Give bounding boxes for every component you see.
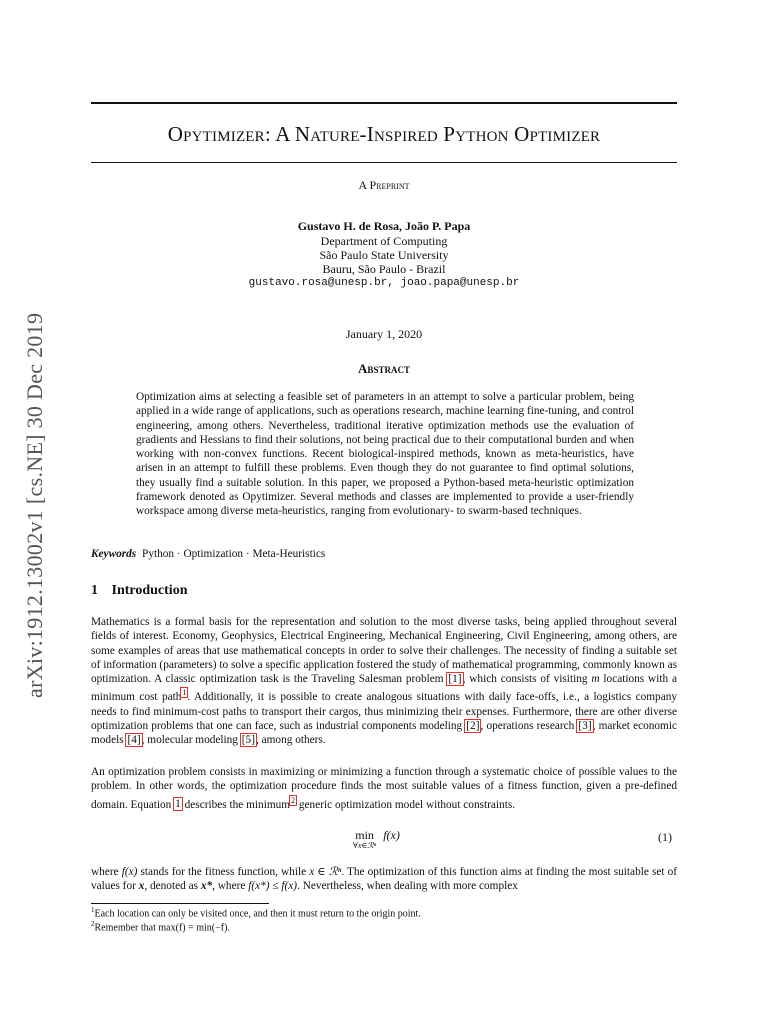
citation-5[interactable]: [5] bbox=[241, 734, 255, 747]
preprint-label: A Preprint bbox=[358, 178, 410, 192]
equation-subscript: ∀x∈ℛⁿ bbox=[353, 841, 377, 850]
footnote-mark: 2 bbox=[91, 920, 95, 928]
arxiv-identifier: arXiv:1912.13002v1 [cs.NE] 30 Dec 2019 bbox=[22, 312, 47, 698]
footnote-2 bbox=[91, 920, 230, 933]
abstract-heading: Abstract bbox=[358, 361, 410, 376]
citation-1[interactable]: [1] bbox=[448, 673, 462, 686]
citation-4[interactable]: [4] bbox=[127, 734, 141, 747]
math-inequality: f(x*) ≤ f(x) bbox=[248, 880, 298, 893]
keywords-list: Python · Optimization · Meta-Heuristics bbox=[142, 548, 326, 560]
title-top-rule bbox=[91, 102, 677, 104]
text-run: . Additionally, it is possible to create analogous situations with daily face-offs, i.e., a logistics company needs to find minimum-cost paths to transport their cargos, thus minimizing their expenses. Furthermore, there are other diverse optimization problems that one can face, such as industrial components modeling bbox=[91, 691, 678, 732]
equation-ref[interactable]: 1 bbox=[175, 798, 181, 811]
author-emails[interactable]: gustavo.rosa@unesp.br, joao.papa@unesp.br bbox=[248, 277, 520, 289]
intro-paragraph-1 bbox=[91, 615, 677, 747]
equation-min: min bbox=[355, 828, 374, 842]
section-number: 1 bbox=[91, 583, 98, 598]
footnote-rule bbox=[91, 903, 269, 904]
affiliation-department: Department of Computing bbox=[320, 234, 448, 248]
equation-1 bbox=[353, 828, 400, 850]
text-run: , which consists of visiting bbox=[462, 673, 592, 686]
text-run: , denoted as bbox=[144, 880, 201, 893]
text-run: An optimization problem consists in maximizing or minimizing a function through a systematic choice of possible values to the problem. In other words, the optimization procedure finds the most suitable values of a fitness function, given a pre-defined domain. Equation bbox=[91, 766, 677, 811]
text-run: describes the minimum bbox=[181, 798, 291, 811]
equation-body: f(x) bbox=[383, 828, 400, 842]
text-run: , molecular modeling bbox=[141, 734, 241, 747]
footnote-ref-2[interactable]: 2 bbox=[291, 795, 296, 805]
text-run: , operations research bbox=[480, 719, 578, 732]
math-x: x bbox=[138, 880, 145, 893]
title-bottom-rule bbox=[91, 162, 677, 163]
affiliation-location: Bauru, São Paulo - Brazil bbox=[322, 262, 446, 276]
footnote-1 bbox=[91, 906, 421, 919]
paper-title: Opytimizer: A Nature-Inspired Python Optimizer bbox=[167, 122, 601, 146]
keywords-label: Keywords bbox=[91, 548, 137, 560]
citation-3[interactable]: [3] bbox=[578, 719, 592, 732]
text-run: , market economic models bbox=[91, 719, 677, 747]
math-domain: x ∈ ℛⁿ bbox=[309, 866, 342, 878]
footnote-text: Remember that max(f) = min(−f). bbox=[94, 922, 230, 934]
text-run: stands for the fitness function, while bbox=[137, 866, 310, 878]
keywords-line bbox=[91, 548, 325, 560]
equation-number: (1) bbox=[658, 830, 672, 844]
text-run: , among others. bbox=[255, 734, 326, 747]
section-title: Introduction bbox=[111, 583, 188, 598]
text-run: generic optimization model without constraints. bbox=[296, 798, 516, 811]
text-run: where bbox=[91, 866, 122, 878]
section-heading bbox=[91, 583, 187, 599]
text-run: Mathematics is a formal basis for the representation and solution to the most diverse tasks, being applied throughout several fields of interest. Economy, Geophysics, Electrical Engineering, Mechanical Engineering, Civil Engineering, among others, are some examples of areas that use mathematical concepts in order to solve their challenges. The necessity of finding a suitable set of information (parameters) to solve a specific application fostered the study of mathematical programming, commonly known as optimization. A classic optimization task is the Traveling Salesman problem bbox=[91, 616, 677, 686]
footnote-text: Each location can only be visited once, and then it must return to the origin point. bbox=[94, 908, 421, 920]
text-run: . Nevertheless, when dealing with more complex bbox=[297, 880, 518, 893]
publication-date: January 1, 2020 bbox=[345, 327, 423, 341]
affiliation-university: São Paulo State University bbox=[319, 248, 449, 262]
abstract-body: Optimization aims at selecting a feasible set of parameters in an attempt to solve a particular problem, being applied in a wide range of applications, such as operations research, machine learning fine-tuning, and control engineering, among others. Nevertheless, traditional iterative optimization methods use the evaluation of gradients and Hessians to find their solutions, not being practical due to their computational burden and when working with non-convex functions. Recent biological-inspired methods, known as meta-heuristics, have arisen in an attempt to fulfill these problems. Even though they do not guarantee to find optimal solutions, they usually find a suitable solution. In this paper, we proposed a Python-based meta-heuristic optimization framework denoted as Opytimizer. Several methods and classes are implemented to provide a user-friendly workspace among diverse meta-heuristics, ranging from evolutionary- to swarm-based techniques. bbox=[136, 391, 634, 518]
text-run: . The optimization of this function aims at finding the most suitable set of values for bbox=[91, 866, 677, 893]
intro-paragraph-2 bbox=[91, 765, 677, 812]
text-run: locations with a minimum cost path bbox=[91, 673, 677, 704]
authors: Gustavo H. de Rosa, João P. Papa bbox=[297, 219, 471, 233]
math-m: m bbox=[591, 673, 600, 686]
math-xstar: x* bbox=[200, 880, 213, 893]
footnote-ref-1[interactable]: 1 bbox=[182, 688, 187, 698]
citation-2[interactable]: [2] bbox=[466, 719, 480, 732]
math-fx: f(x) bbox=[121, 866, 138, 878]
text-run: , where bbox=[212, 880, 249, 893]
footnote-mark: 1 bbox=[91, 906, 95, 914]
intro-paragraph-3 bbox=[91, 865, 677, 894]
